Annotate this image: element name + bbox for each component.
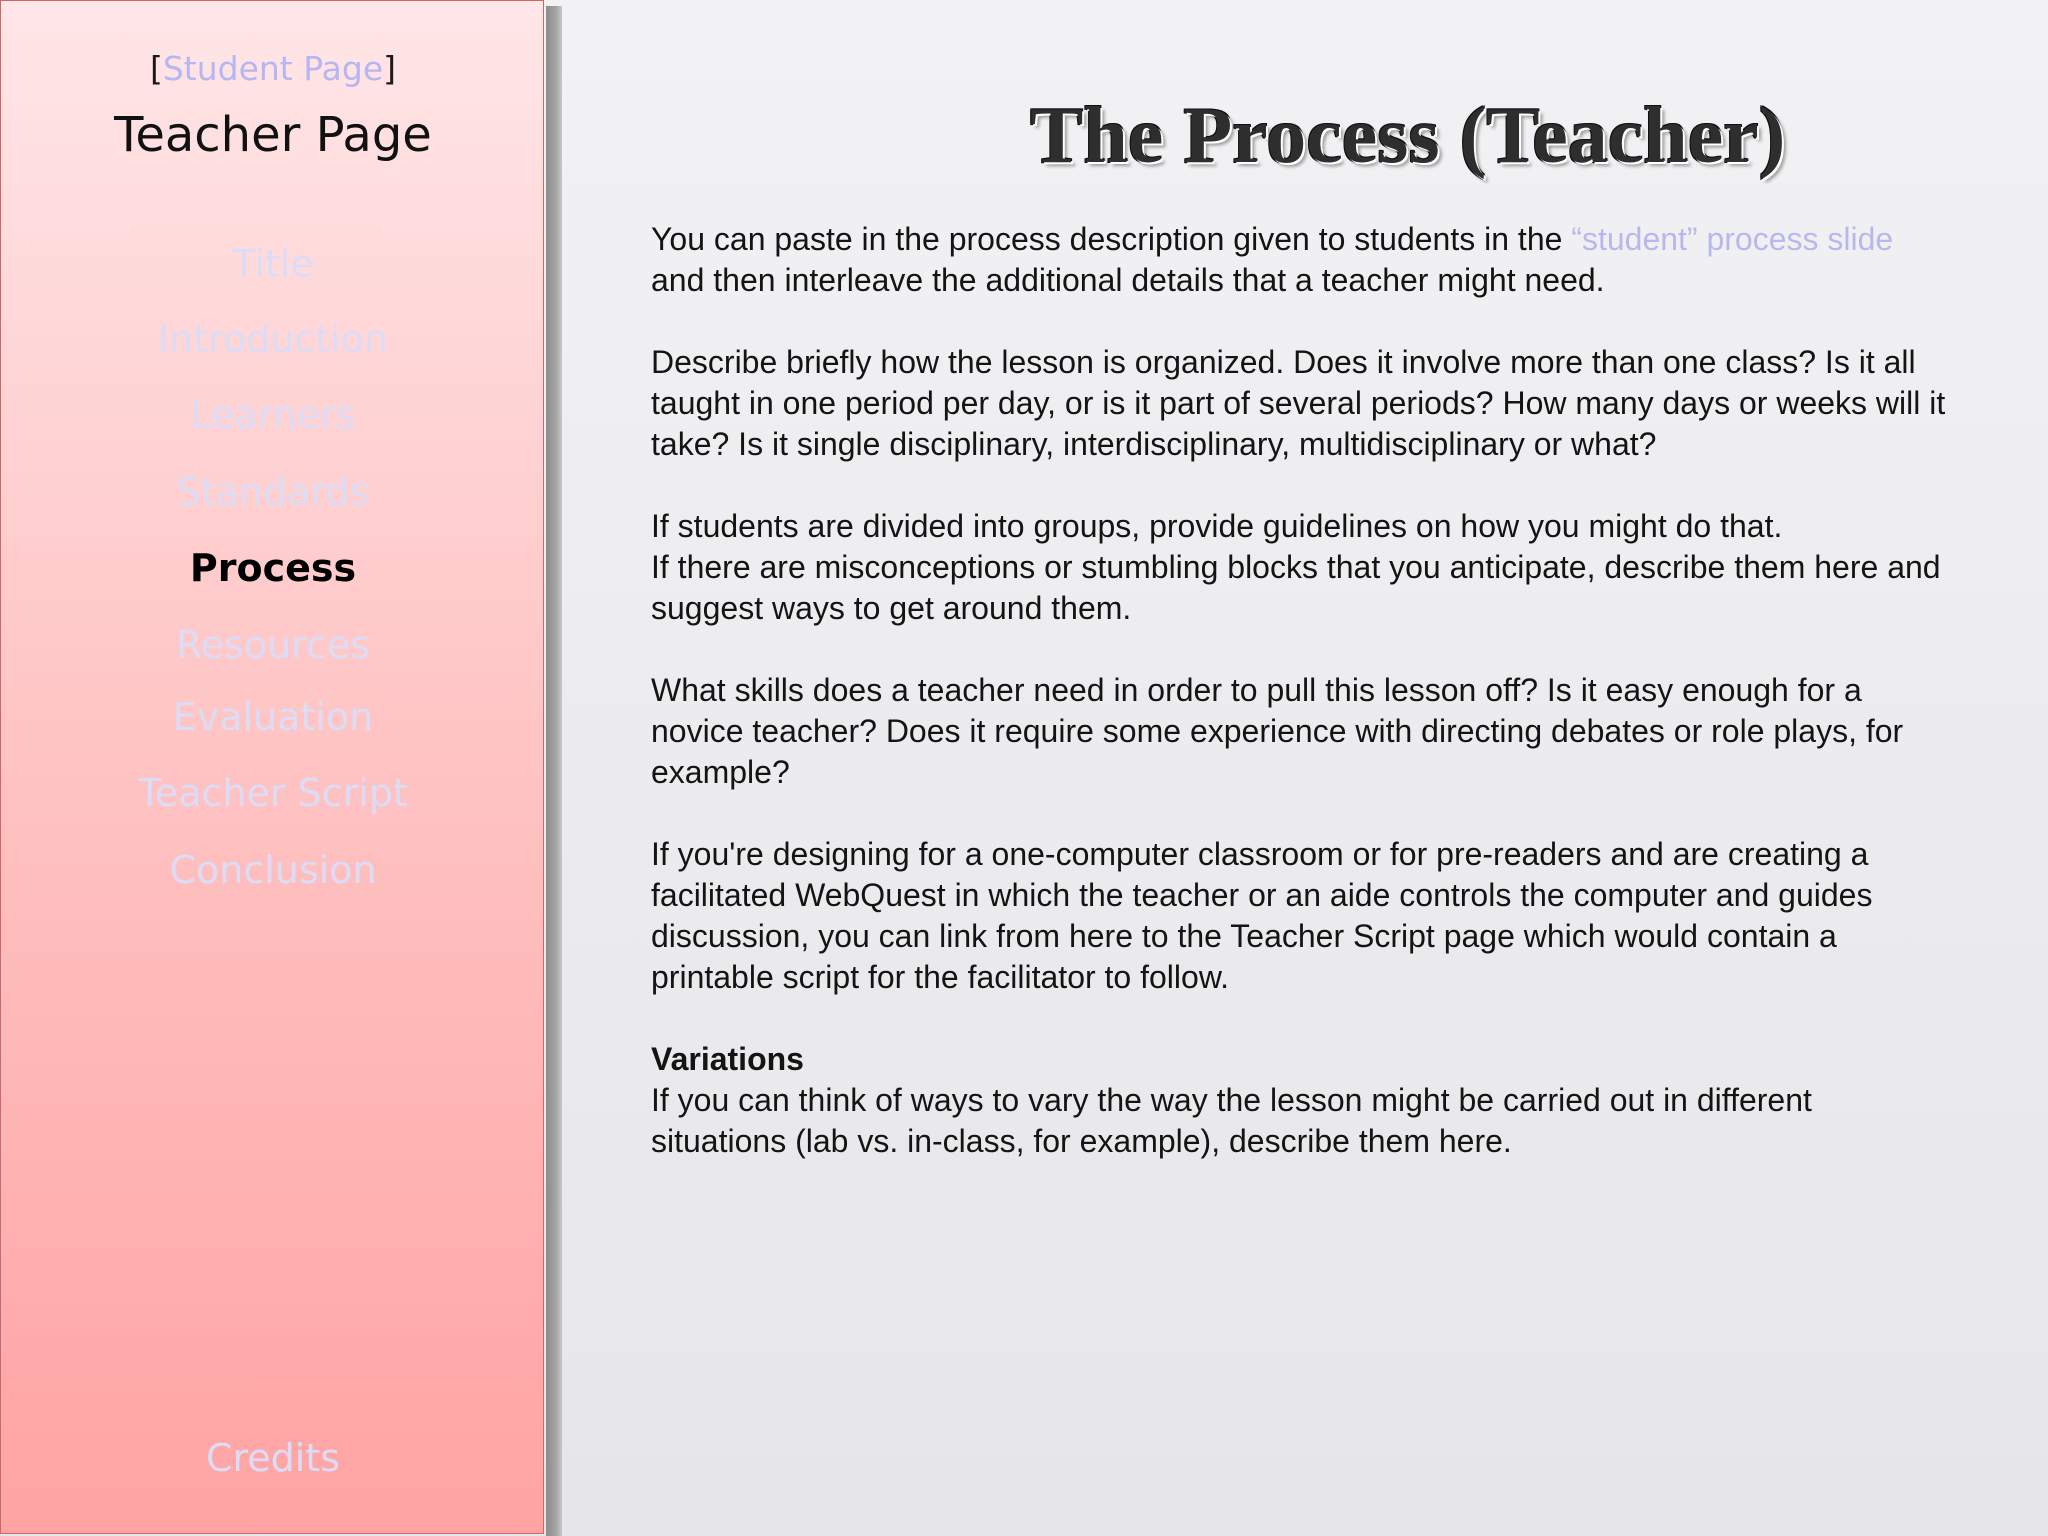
bracket-open: [ [149, 49, 163, 88]
paragraph-variations [651, 1039, 1951, 1162]
nav-item-conclusion[interactable]: Conclusion [169, 848, 377, 892]
nav-item-process[interactable]: Process [189, 546, 357, 590]
nav-item-standards[interactable]: Standards [176, 470, 370, 514]
variations-heading: Variations [651, 1041, 804, 1077]
nav-item-title[interactable]: Title [232, 242, 314, 286]
page-title: The Process (Teacher) [1030, 92, 1786, 180]
paragraph-intro-text-start: You can paste in the process description given to students in the [651, 221, 1572, 257]
nav-item-teacher-script[interactable]: Teacher Script [138, 771, 408, 815]
paragraph-groups-line-1: If students are divided into groups, provide guidelines on how you might do that. [651, 508, 1783, 544]
paragraph-intro [651, 219, 1951, 301]
sidebar-shadow [546, 6, 562, 1536]
paragraph-intro-text-end: and then interleave the additional details that a teacher might need. [651, 262, 1605, 298]
sidebar-title: Teacher Page [114, 107, 432, 163]
paragraph-organization: Describe briefly how the lesson is organized. Does it involve more than one class? Is it all taught in one period per day, or is it part of several periods? How many days or weeks will it take? Is it single disciplinary, interdisciplinary, multidisciplinary or what? [651, 344, 1946, 462]
content-body [651, 219, 1951, 1203]
nav-item-learners[interactable]: Learners [190, 393, 356, 437]
paragraph-skills: What skills does a teacher need in order to pull this lesson off? Is it easy enough for a novice teacher? Does it require some experience with directing debates or role plays, for example? [651, 672, 1904, 790]
nav-item-introduction[interactable]: Introduction [157, 317, 389, 361]
paragraph-groups [651, 506, 1951, 629]
nav-item-credits[interactable]: Credits [205, 1436, 341, 1480]
nav-item-evaluation[interactable]: Evaluation [172, 695, 374, 739]
student-page-link[interactable]: Student Page [162, 49, 384, 88]
paragraph-groups-line-2: If there are misconceptions or stumbling blocks that you anticipate, describe them here and suggest ways to get around them. [651, 549, 1941, 626]
variations-text: If you can think of ways to vary the way the lesson might be carried out in different situations (lab vs. in-class, for example), describe them here. [651, 1082, 1812, 1159]
student-page-link-row [1, 49, 545, 89]
paragraph-facilitated: If you're designing for a one-computer classroom or for pre-readers and are creating a facilitated WebQuest in which the teacher or an aide controls the computer and guides discussion, you can link from here to the Teacher Script page which would contain a printable script for the facilitator to follow. [651, 836, 1873, 995]
nav-item-resources[interactable]: Resources [175, 623, 371, 667]
sidebar [0, 0, 544, 1534]
student-process-slide-link[interactable]: “student” process slide [1571, 221, 1894, 257]
bracket-close: ] [383, 49, 397, 88]
